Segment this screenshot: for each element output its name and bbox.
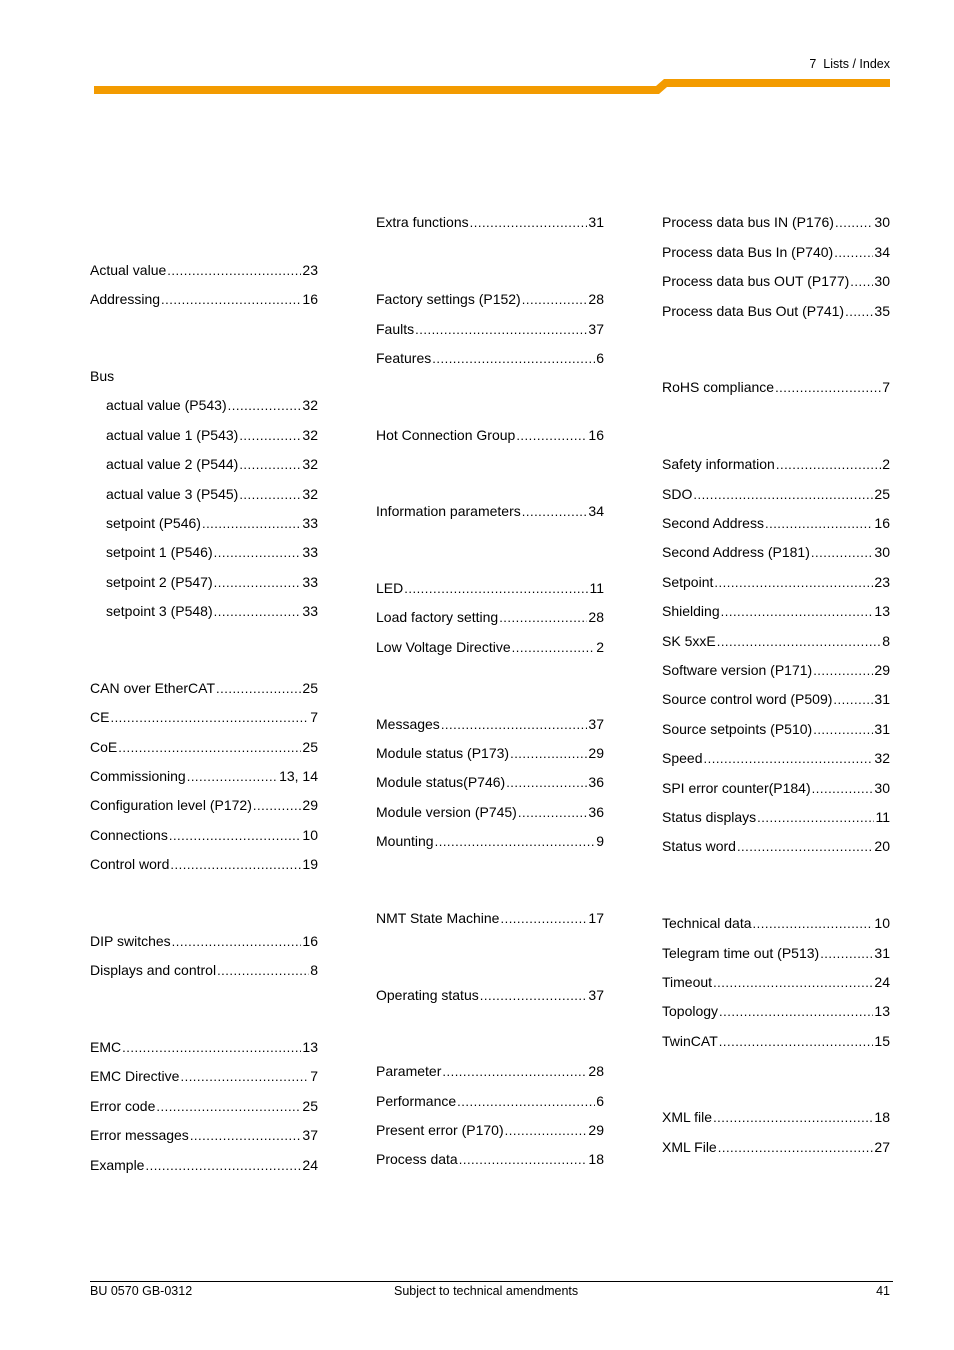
index-entry [662,544,890,561]
index-entry-page: 30 [874,214,890,230]
index-entry [376,1093,604,1110]
index-entry-page: 36 [588,804,604,820]
index-entry-label: Source control word (P509) [662,691,833,707]
index-entry-label: Module version (P745) [376,804,517,820]
dot-leader [167,262,301,279]
dot-leader [500,910,587,927]
index-entry-label: Status displays [662,809,757,825]
index-entry [662,974,890,991]
index-entry-page: 29 [588,1122,604,1138]
dot-leader [214,544,302,561]
index-entry [662,1139,890,1156]
dot-leader [459,1151,588,1168]
index-entry-page: 8 [882,633,890,649]
index-entry-page: 32 [302,456,318,472]
index-entry-label: Telegram time out (P513) [662,945,820,961]
index-entry-label: Module status(P746) [376,774,506,790]
index-entry [90,680,318,697]
index-entry [90,262,318,279]
index-entry-label: Safety information [662,456,775,472]
index-entry-page: 20 [874,838,890,854]
index-entry-label: TwinCAT [662,1033,718,1049]
index-entry-label: Topology [662,1003,719,1019]
index-entry-page: 6 [596,1093,604,1109]
dot-leader [499,609,587,626]
index-entry [662,1033,890,1050]
dot-leader [432,350,595,367]
index-entry [90,933,318,950]
dot-leader [721,603,874,620]
index-entry-page: 18 [874,1109,890,1125]
index-entry [90,1127,318,1144]
index-entry-label: Second Address (P181) [662,544,810,560]
dot-leader [753,915,874,932]
dot-leader [441,716,588,733]
index-entry [662,214,890,231]
dot-leader [156,1098,301,1115]
index-entry-label: Operating status [376,987,479,1003]
index-entry [376,427,604,444]
index-entry-page: 32 [874,750,890,766]
index-entry-page: 27 [874,1139,890,1155]
index-entry-page: 7 [310,1068,318,1084]
index-entry [376,580,604,597]
dot-leader [811,544,874,561]
index-entry-page: 37 [588,987,604,1003]
dot-leader [512,639,596,656]
index-entry [90,962,318,979]
index-entry [662,244,890,261]
index-entry-page: 28 [588,609,604,625]
index-entry-page: 29 [302,797,318,813]
dot-leader [169,827,302,844]
dot-leader [239,486,301,503]
index-entry-page: 2 [596,639,604,655]
index-entry-page: 6 [596,350,604,366]
index-entry-page: 35 [874,303,890,319]
dot-leader [820,945,873,962]
index-entry [662,1003,890,1020]
index-entry-label: RoHS compliance [662,379,775,395]
index-entry-page: 18 [588,1151,604,1167]
index-entry [376,214,604,231]
dot-leader [214,574,302,591]
index-entry [376,350,604,367]
dot-leader [216,680,301,697]
dot-leader [510,745,587,762]
index-entry-page: 24 [874,974,890,990]
dot-leader [214,603,302,620]
index-entry-label: Displays and control [90,962,217,978]
index-entry-page: 16 [302,933,318,949]
index-entry-page: 30 [874,544,890,560]
index-entry-page: 33 [302,515,318,531]
index-entry [90,739,318,756]
index-entry-label: Parameter [376,1063,442,1079]
index-entry-label: Control word [90,856,170,872]
index-entry [662,691,890,708]
index-entry-label: EMC [90,1039,122,1055]
index-entry-label: Setpoint [662,574,714,590]
index-entry [90,1039,318,1056]
index-entry-label: Second Address [662,515,764,531]
index-entry-label: actual value 3 (P545) [106,486,239,502]
index-entry-page: 13 [302,1039,318,1055]
index-entry-page: 8 [310,962,318,978]
index-entry [662,662,890,679]
dot-leader [180,1068,309,1085]
index-entry-label: EMC Directive [90,1068,180,1084]
index-entry [376,291,604,308]
index-entry [662,303,890,320]
index-entry-label: Configuration level (P172) [90,797,252,813]
index-entry-label: CAN over EtherCAT [90,680,215,696]
index-entry-label: SDO [662,486,693,502]
index-entry-page: 25 [302,680,318,696]
index-entry-label: Messages [376,716,440,732]
index-entry [662,603,890,620]
dot-leader [435,833,596,850]
index-entry-label: Technical data [662,915,752,931]
index-entry [376,1122,604,1139]
dot-leader [118,739,301,756]
index-entry [106,486,318,503]
index-entry-label: Process data Bus Out (P741) [662,303,845,319]
index-entry-page: 33 [302,574,318,590]
index-entry-label: Status word [662,838,736,854]
dot-leader [719,1033,874,1050]
dot-leader [253,797,302,814]
index-entry-page: 34 [588,503,604,519]
dot-leader [713,974,873,991]
index-entry-page: 13, 14 [279,768,318,784]
index-entry-label: NMT State Machine [376,910,500,926]
dot-leader [775,379,881,396]
index-entry-page: 33 [302,603,318,619]
dot-leader [522,291,588,308]
dot-leader [719,1003,873,1020]
index-entry-page: 10 [302,827,318,843]
footer-divider [90,1281,893,1282]
index-entry-label: Hot Connection Group [376,427,516,443]
index-entry-label: Source setpoints (P510) [662,721,813,737]
index-entry-page: 7 [310,709,318,725]
index-entry-page: 17 [588,910,604,926]
dot-leader [845,303,873,320]
index-entry [106,397,318,414]
dot-leader [110,709,309,726]
index-entry-label: Bus [90,368,115,384]
index-entry-label: actual value 1 (P543) [106,427,239,443]
index-entry-label: Commissioning [90,768,186,784]
index-entry-label: setpoint 2 (P547) [106,574,213,590]
index-entry-page: 23 [874,574,890,590]
index-entry-page: 25 [302,739,318,755]
index-entry-page: 16 [874,515,890,531]
index-entry-page: 2 [882,456,890,472]
index-entry-page: 25 [874,486,890,502]
dot-leader [757,809,874,826]
index-entry-label: Shielding [662,603,720,619]
index-entry-page: 32 [302,397,318,413]
dot-leader [813,662,873,679]
index-entry [376,910,604,927]
dot-leader [217,962,309,979]
index-entry [376,833,604,850]
dot-leader [480,987,588,1004]
index-entry-page: 16 [302,291,318,307]
dot-leader [776,456,881,473]
index-entry [106,574,318,591]
index-entry [90,1098,318,1115]
dot-leader [717,633,882,650]
index-entry-label: Load factory setting [376,609,499,625]
index-entry [90,856,318,873]
index-entry [662,915,890,932]
index-entry [662,273,890,290]
index-entry [90,709,318,726]
index-entry-page: 16 [588,427,604,443]
index-entry [90,768,318,785]
index-entry-page: 37 [302,1127,318,1143]
index-entry-label: Error code [90,1098,156,1114]
index-entry-page: 19 [302,856,318,872]
index-entry-label: Features [376,350,432,366]
dot-leader [239,427,301,444]
page-number: 41 [876,1284,890,1298]
dot-leader [145,1157,301,1174]
dot-leader [187,768,278,785]
index-entry-label: LED [376,580,404,596]
index-entry-page: 24 [302,1157,318,1173]
index-entry-label: Speed [662,750,703,766]
index-entry [376,745,604,762]
index-entry-label: CoE [90,739,118,755]
index-entry-label: actual value 2 (P544) [106,456,239,472]
index-entry-label: Actual value [90,262,167,278]
index-entry-label: Low Voltage Directive [376,639,511,655]
index-entry-label: setpoint 1 (P546) [106,544,213,560]
index-entry [106,544,318,561]
index-entry-page: 37 [588,321,604,337]
index-entry-page: 30 [874,273,890,289]
index-entry-label: SPI error counter(P184) [662,780,811,796]
index-entry-page: 13 [874,603,890,619]
index-entry [90,1068,318,1085]
dot-leader [506,774,587,791]
dot-leader [470,214,588,231]
index-entry [662,721,890,738]
index-entry [90,368,318,385]
index-entry [662,780,890,797]
index-entry-page: 15 [874,1033,890,1049]
index-entry-label: Process data bus OUT (P177) [662,273,850,289]
dot-leader [812,780,874,797]
dot-leader [850,273,873,290]
index-entry [662,750,890,767]
dot-leader [518,804,588,821]
document-id: BU 0570 GB-0312 [90,1284,193,1298]
dot-leader [718,1139,874,1156]
index-entry [106,603,318,620]
index-entry-label: actual value (P543) [106,397,227,413]
index-entry-page: 11 [589,580,604,596]
index-entry [662,633,890,650]
index-entry-label: Mounting [376,833,434,849]
index-entry-page: 30 [874,780,890,796]
index-entry-page: 31 [874,691,890,707]
dot-leader [457,1093,595,1110]
index-entry [376,804,604,821]
dot-leader [415,321,587,338]
index-entry-label: Software version (P171) [662,662,813,678]
index-entry-label: XML File [662,1139,717,1155]
index-entry-page: 23 [302,262,318,278]
index-entry-label: Example [90,1157,145,1173]
dot-leader [404,580,588,597]
dot-leader [834,244,873,261]
index-entry-label: Timeout [662,974,713,990]
index-entry [662,486,890,503]
index-entry-label: XML file [662,1109,713,1125]
index-entry-label: Process data [376,1151,458,1167]
index-entry-page: 28 [588,1063,604,1079]
dot-leader [228,397,302,414]
index-entry-label: Addressing [90,291,161,307]
index-entry-label: Information parameters [376,503,521,519]
index-entry-label: CE [90,709,110,725]
index-entry-page: 28 [588,291,604,307]
dot-leader [170,856,301,873]
index-entry [662,574,890,591]
index-entry-page: 34 [874,244,890,260]
dot-leader [737,838,873,855]
index-entry-page: 32 [302,427,318,443]
dot-leader [202,515,301,532]
index-entry-page: 37 [588,716,604,732]
dot-leader [505,1122,588,1139]
index-entry [376,503,604,520]
index-entry-page: 31 [588,214,604,230]
dot-leader [714,574,873,591]
index-entry [106,456,318,473]
dot-leader [516,427,587,444]
index-entry-label: DIP switches [90,933,171,949]
index-entry-label: Module status (P173) [376,745,510,761]
dot-leader [239,456,301,473]
index-entry-label: Faults [376,321,415,337]
index-entry-label: Extra functions [376,214,469,230]
index-entry [662,379,890,396]
dot-leader [765,515,873,532]
index-entry [662,809,890,826]
index-entry [376,639,604,656]
dot-leader [693,486,873,503]
index-entry-label: Error messages [90,1127,189,1143]
dot-leader [172,933,302,950]
dot-leader [122,1039,301,1056]
index-entry [90,797,318,814]
index-entry-page: 36 [588,774,604,790]
index-entry [90,291,318,308]
index-entry-label: setpoint (P546) [106,515,201,531]
header-accent-rule [0,0,954,100]
index-entry-page: 31 [874,945,890,961]
index-entry [106,515,318,532]
chapter-header: 7 Lists / Index [809,57,890,71]
index-entry [90,1157,318,1174]
index-entry [376,774,604,791]
index-entry-page: 11 [875,809,890,825]
index-entry [376,321,604,338]
index-entry-label: Process data Bus In (P740) [662,244,834,260]
index-entry-label: setpoint 3 (P548) [106,603,213,619]
index-entry-label: Factory settings (P152) [376,291,521,307]
index-entry-label: Performance [376,1093,457,1109]
index-entry-page: 29 [588,745,604,761]
index-entry [376,716,604,733]
index-entry-page: 7 [882,379,890,395]
index-entry [376,987,604,1004]
dot-leader [161,291,301,308]
index-entry [662,456,890,473]
index-entry-page: 29 [874,662,890,678]
index-entry-page: 31 [874,721,890,737]
index-entry [662,945,890,962]
index-entry-page: 25 [302,1098,318,1114]
index-entry-label: SK 5xxE [662,633,716,649]
index-entry [662,838,890,855]
dot-leader [703,750,873,767]
dot-leader [833,691,873,708]
index-entry-label: Connections [90,827,168,843]
index-entry [376,1151,604,1168]
amendment-notice: Subject to technical amendments [394,1284,579,1298]
index-entry-page: 10 [874,915,890,931]
index-entry [376,1063,604,1080]
index-entry-page: 33 [302,544,318,560]
index-entry [662,515,890,532]
dot-leader [713,1109,873,1126]
index-entry-label: Process data bus IN (P176) [662,214,834,230]
index-entry [376,609,604,626]
index-entry-page: 9 [596,833,604,849]
index-entry-label: Present error (P170) [376,1122,504,1138]
index-entry [106,427,318,444]
dot-leader [835,214,873,231]
dot-leader [190,1127,302,1144]
index-entry [662,1109,890,1126]
index-entry [90,827,318,844]
dot-leader [522,503,588,520]
dot-leader [813,721,873,738]
index-entry-page: 13 [874,1003,890,1019]
index-entry-page: 32 [302,486,318,502]
dot-leader [442,1063,587,1080]
